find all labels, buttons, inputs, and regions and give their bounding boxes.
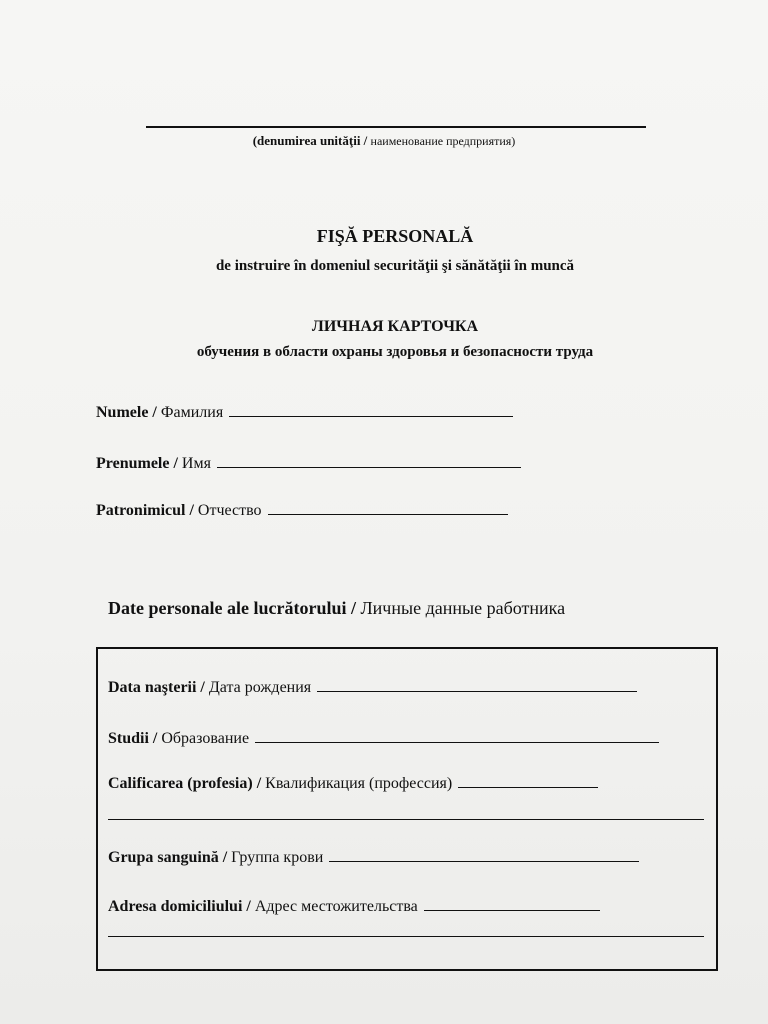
personal-data-heading-ru: Личные данные работника — [360, 598, 566, 618]
data-nasterii-input-line[interactable] — [317, 677, 637, 692]
personal-data-heading-ro: Date personale ale lucrătorului / — [108, 598, 356, 618]
title-ro: FIŞĂ PERSONALĂ — [316, 226, 474, 246]
title-ru: ЛИЧНАЯ КАРТОЧКА — [311, 318, 479, 335]
unit-caption-ru: наименование предприятия) — [370, 134, 516, 148]
adresa-continuation-line[interactable] — [108, 936, 704, 937]
patronimicul-label-ru: Отчество — [197, 502, 262, 519]
prenumele-field — [96, 453, 521, 473]
personal-data-box — [96, 647, 718, 971]
prenumele-label-ru: Имя — [181, 455, 211, 472]
numele-label-ro: Numele / — [96, 404, 157, 421]
adresa-field — [108, 896, 600, 916]
studii-input-line[interactable] — [255, 728, 659, 743]
calificarea-field — [108, 773, 598, 793]
subtitle-ru: обучения в области охраны здоровья и безопасности труда — [196, 344, 594, 360]
patronimicul-input-line[interactable] — [268, 500, 508, 515]
numele-field — [96, 402, 513, 422]
prenumele-input-line[interactable] — [217, 453, 521, 468]
data-nasterii-label-ru: Дата рождения — [208, 679, 312, 696]
studii-field — [108, 728, 659, 748]
unit-caption-ro: (denumirea unităţii / — [252, 133, 368, 148]
grupa-sanguina-label-ro: Grupa sanguină / — [108, 849, 228, 866]
studii-label-ro: Studii / — [108, 730, 158, 747]
patronimicul-label-ro: Patronimicul / — [96, 502, 194, 519]
adresa-label-ro: Adresa domiciliului / — [108, 898, 251, 915]
patronimicul-field — [96, 500, 508, 520]
unit-name-line[interactable] — [146, 126, 646, 128]
data-nasterii-field — [108, 677, 637, 697]
personal-data-heading — [108, 598, 565, 619]
unit-name-caption — [0, 133, 768, 149]
grupa-sanguina-input-line[interactable] — [329, 847, 639, 862]
calificarea-label-ru: Квалификация (профессия) — [265, 775, 453, 792]
grupa-sanguina-field — [108, 847, 639, 867]
adresa-input-line[interactable] — [424, 896, 600, 911]
calificarea-label-ro: Calificarea (profesia) / — [108, 775, 262, 792]
calificarea-continuation-line[interactable] — [108, 819, 704, 820]
data-nasterii-label-ro: Data naşterii / — [108, 679, 205, 696]
adresa-label-ru: Адрес местожительства — [254, 898, 418, 915]
numele-input-line[interactable] — [229, 402, 513, 417]
studii-label-ru: Образование — [161, 730, 250, 747]
calificarea-input-line[interactable] — [458, 773, 598, 788]
subtitle-ro: de instruire în domeniul securităţii şi sănătăţii în muncă — [215, 258, 575, 274]
grupa-sanguina-label-ru: Группа крови — [231, 849, 324, 866]
numele-label-ru: Фамилия — [160, 404, 224, 421]
prenumele-label-ro: Prenumele / — [96, 455, 178, 472]
